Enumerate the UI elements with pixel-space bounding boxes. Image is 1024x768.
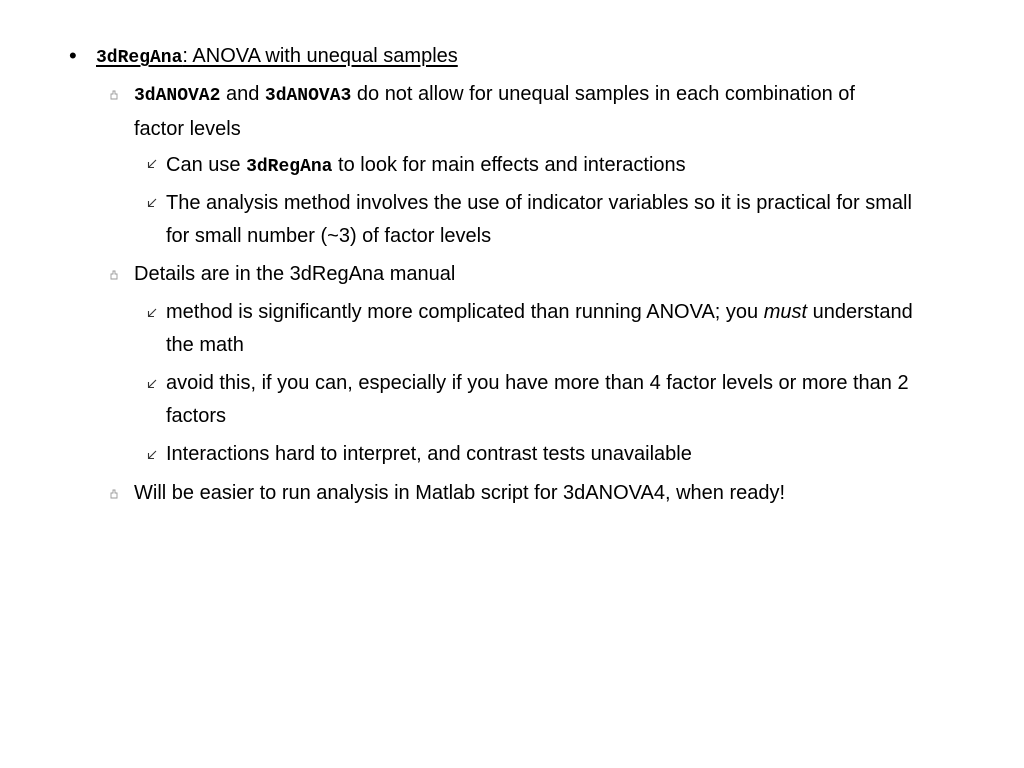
heading-code: 3dRegAna — [96, 48, 183, 68]
list-item: Details are in the 3dRegAna manual — [134, 263, 456, 285]
subitem-prefix: method is significantly more complicated than running ANOVA; you — [166, 301, 764, 323]
item-joiner: and — [220, 83, 265, 105]
list-item: Will be easier to run analysis in Matlab script for 3dANOVA4, when ready! — [134, 482, 786, 504]
list-subitem: Interactions hard to interpret, and contrast tests unavailable — [166, 443, 692, 465]
code-3danova2: 3dANOVA2 — [134, 86, 221, 106]
code-3dregana: 3dRegAna — [246, 157, 333, 177]
list-subitem — [166, 296, 936, 362]
slide-heading — [96, 42, 458, 72]
list-subitem — [166, 149, 936, 184]
emphasis-must: must — [763, 301, 808, 323]
code-3danova3: 3dANOVA3 — [264, 86, 352, 106]
list-subitem: The analysis method involves the use of indicator variables so it is practical for small for small number (~3) of factor levels — [166, 192, 912, 247]
list-item — [134, 78, 894, 146]
arrow-down-left-icon — [147, 450, 157, 460]
hand-pointer-icon — [110, 489, 118, 499]
subitem-suffix: to look for main effects and interactions — [332, 154, 686, 176]
heading-text: : ANOVA with unequal samples — [182, 45, 458, 67]
subitem-suffix: understand the math — [166, 301, 913, 356]
list-subitem: avoid this, if you can, especially if you have more than 4 factor levels or more than 2 factors — [166, 372, 909, 427]
arrow-down-left-icon — [147, 159, 157, 169]
subitem-prefix: Can use — [166, 154, 247, 176]
item-text: do not allow for unequal samples in each combination of factor levels — [134, 83, 855, 140]
hand-pointer-icon — [110, 270, 118, 280]
arrow-down-left-icon — [147, 379, 157, 389]
arrow-down-left-icon — [147, 198, 157, 208]
hand-pointer-icon — [110, 90, 118, 100]
bullet-dot-icon: • — [69, 43, 77, 68]
arrow-down-left-icon — [147, 308, 157, 318]
